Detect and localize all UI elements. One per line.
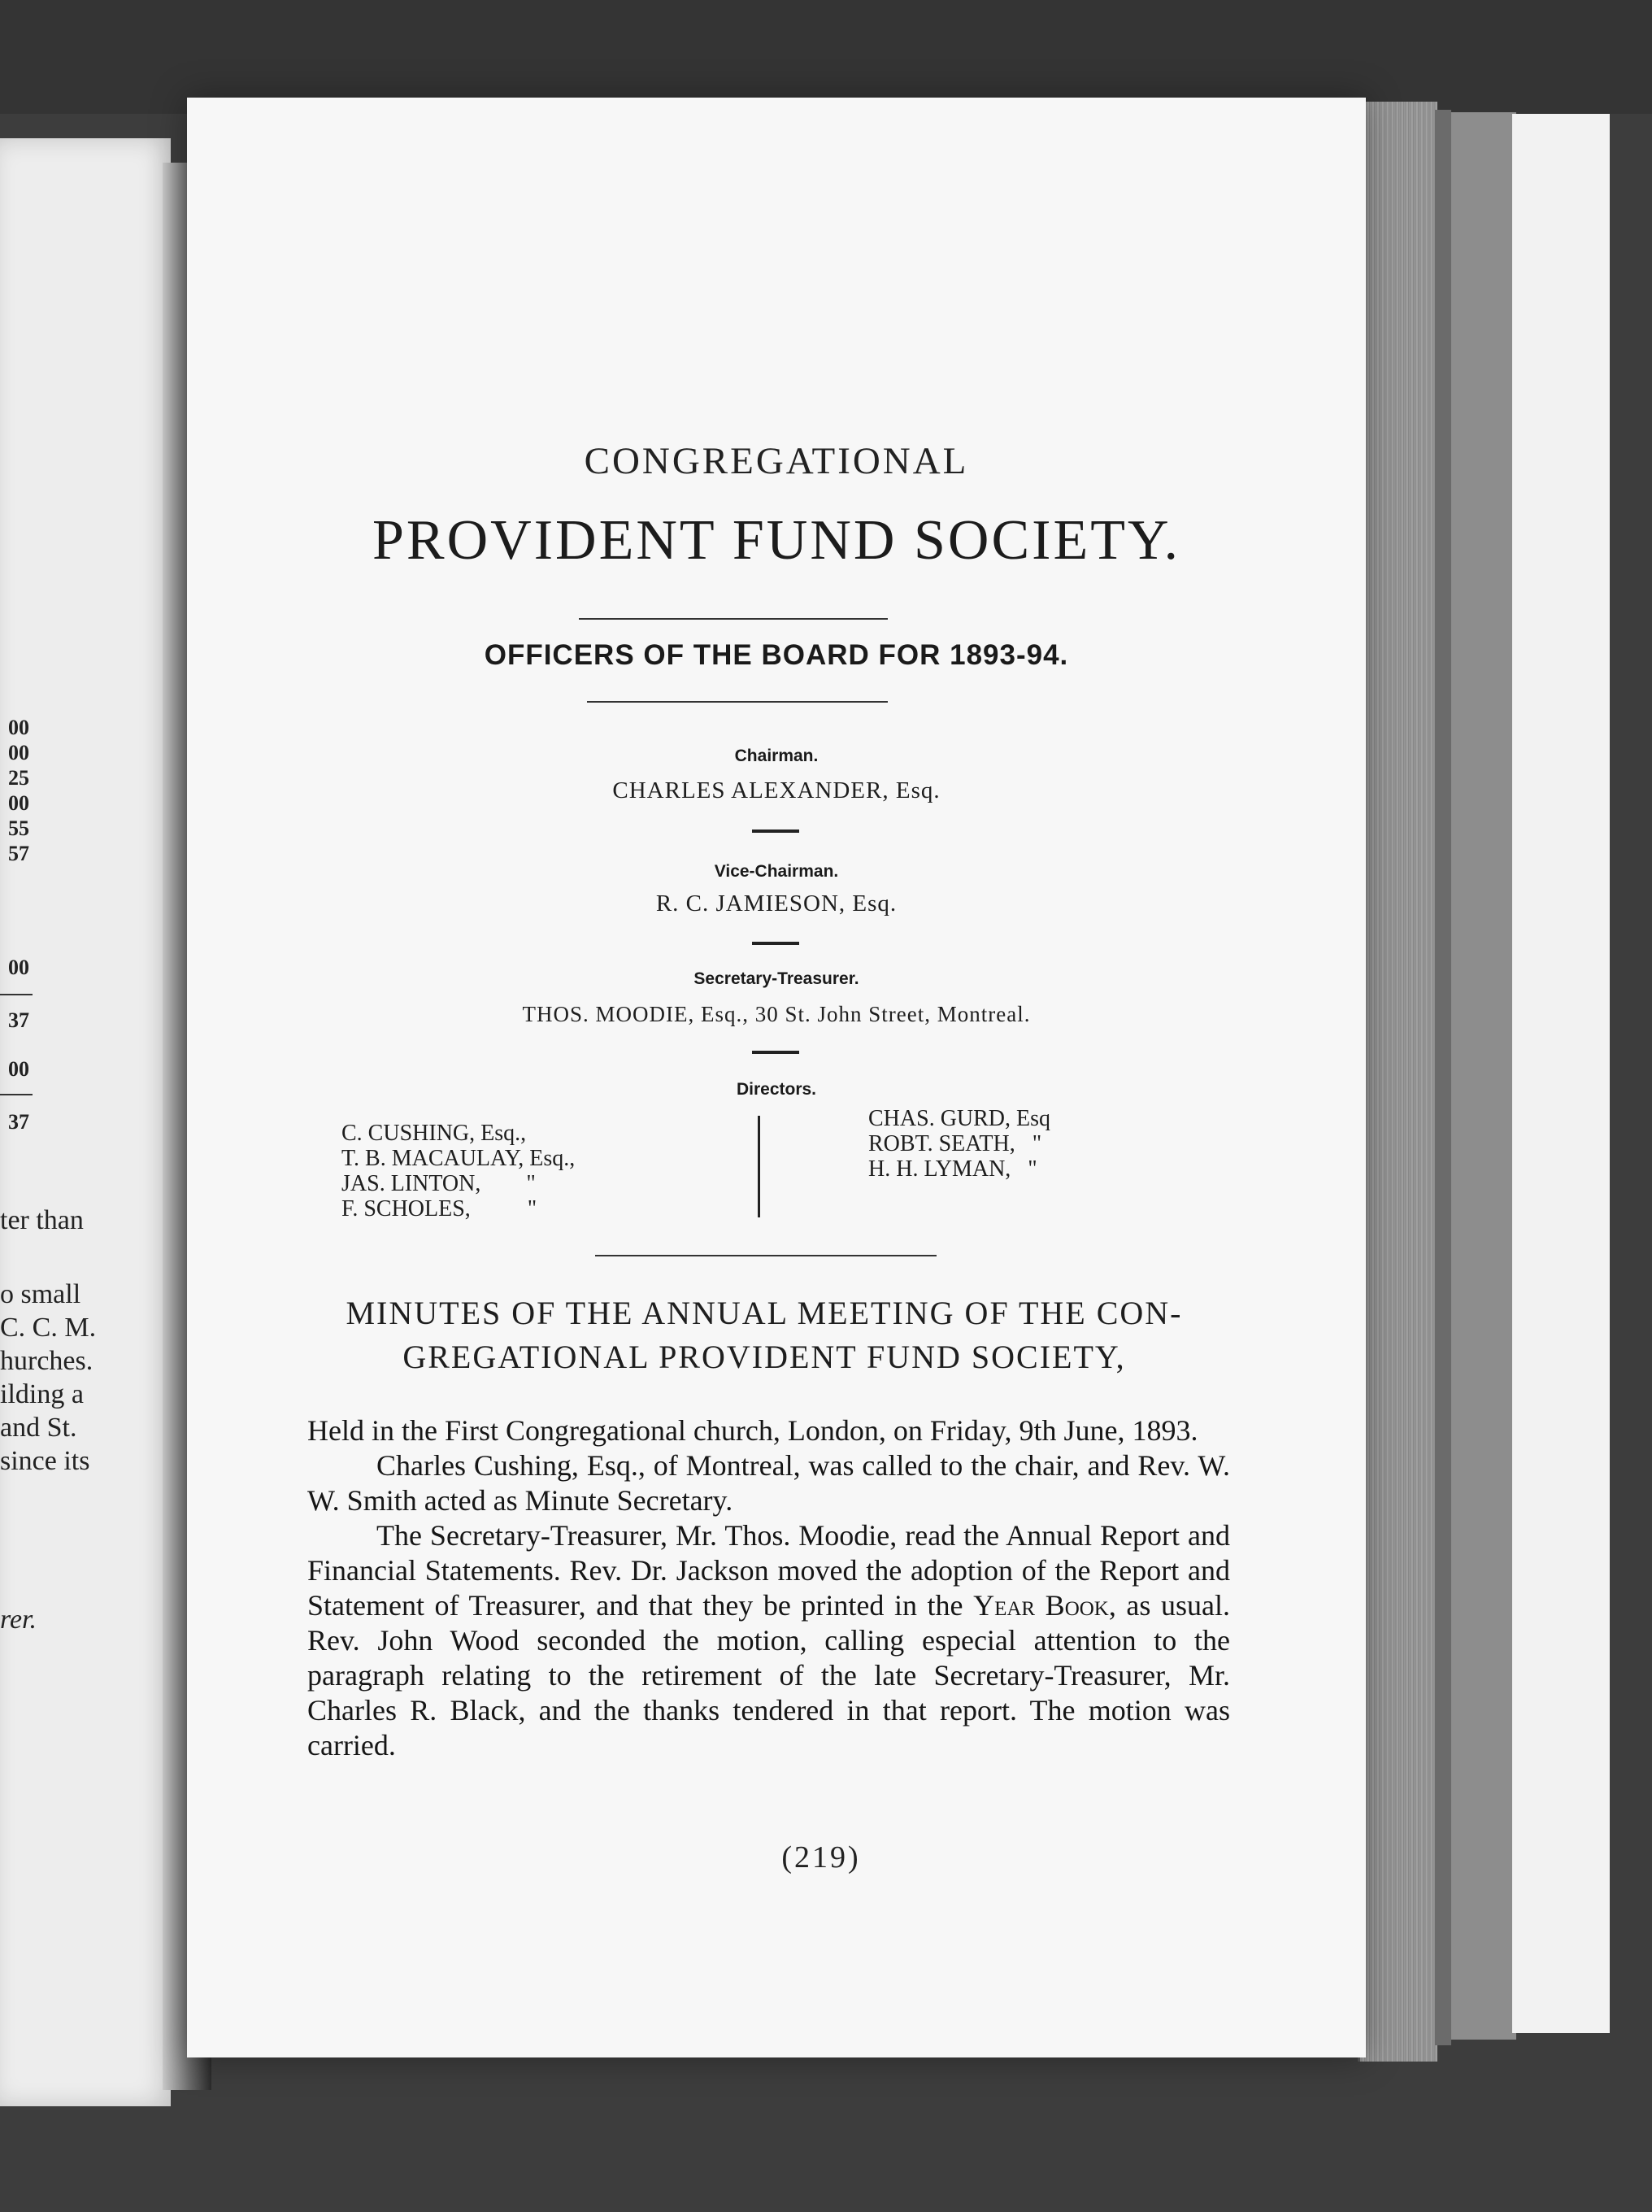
- directors-left-column: [341, 1121, 575, 1221]
- director-name: F. SCHOLES, ": [341, 1196, 537, 1221]
- page-number: (219): [781, 1840, 861, 1875]
- minutes-heading-line1: MINUTES OF THE ANNUAL MEETING OF THE CON-: [346, 1295, 1183, 1331]
- heading-line1: CONGREGATIONAL: [584, 440, 969, 482]
- minutes-paragraph: [307, 1518, 1230, 1763]
- left-number: 57: [8, 842, 29, 865]
- director-name: T. B. MACAULAY, Esq.,: [341, 1146, 576, 1171]
- left-number: 00: [8, 741, 29, 764]
- left-number: 37: [8, 1008, 29, 1032]
- chairman-name: CHARLES ALEXANDER, Esq.: [612, 777, 941, 803]
- vice-chairman-role: Vice-Chairman.: [714, 862, 839, 881]
- left-number: 00: [8, 956, 29, 979]
- director-name: CHAS. GURD, Esq: [868, 1106, 1051, 1131]
- left-number: 37: [8, 1110, 29, 1134]
- directors-column-divider: [758, 1116, 760, 1217]
- secretary-name: THOS. MOODIE, Esq., 30 St. John Street, Montreal.: [522, 1002, 1031, 1026]
- left-text-fragment: o small: [0, 1279, 81, 1309]
- left-number: 55: [8, 816, 29, 840]
- vice-chairman-name: R. C. JAMIESON, Esq.: [655, 890, 898, 917]
- left-rule: [0, 1094, 33, 1095]
- background-top: [0, 0, 1652, 114]
- back-cover-spine: [1435, 110, 1451, 2045]
- divider: [587, 701, 888, 703]
- left-text-fragment: ter than: [0, 1205, 84, 1235]
- director-name: H. H. LYMAN, ": [868, 1156, 1037, 1182]
- year-book-title: Year Book: [973, 1589, 1109, 1622]
- officers-title: OFFICERS OF THE BOARD FOR 1893-94.: [484, 639, 1069, 671]
- page-block-edge: [1358, 102, 1437, 2062]
- left-text-fragment: hurches.: [0, 1346, 93, 1376]
- directors-right-column: [868, 1106, 1050, 1182]
- left-signature-fragment: rer.: [0, 1605, 37, 1635]
- divider: [595, 1255, 937, 1256]
- short-divider: [752, 1051, 799, 1054]
- minutes-paragraph: Charles Cushing, Esq., of Montreal, was called to the chair, and Rev. W. W. Smith acted as Minute Secretary.: [307, 1449, 1230, 1517]
- director-name: ROBT. SEATH, ": [868, 1131, 1042, 1156]
- back-cover-edge: [1451, 112, 1516, 2040]
- divider: [579, 618, 888, 620]
- left-text-fragment: since its: [0, 1446, 90, 1476]
- page-title: PROVIDENT FUND SOCIETY.: [372, 509, 1180, 572]
- left-number: 00: [8, 791, 29, 815]
- director-name: JAS. LINTON, ": [341, 1171, 536, 1196]
- left-number: 25: [8, 766, 29, 790]
- minutes-text: The Secretary-Treasurer, Mr. Thos. Moodie, read the Annual Report and Financial Statements. Rev. Dr. Jackson moved the adoption of the Report and Statement of Treasurer, and that they be printed in the: [307, 1519, 1230, 1622]
- back-cover-board: [1512, 114, 1610, 2033]
- minutes-body: [307, 1413, 1230, 1763]
- left-number: 00: [8, 716, 29, 739]
- left-rule: [0, 994, 33, 995]
- secretary-role: Secretary-Treasurer.: [693, 969, 859, 988]
- short-divider: [752, 942, 799, 945]
- left-text-fragment: ilding a: [0, 1379, 84, 1409]
- directors-role: Directors.: [736, 1080, 817, 1099]
- left-number: 00: [8, 1057, 29, 1081]
- chairman-role: Chairman.: [734, 747, 819, 765]
- director-name: C. CUSHING, Esq.,: [341, 1121, 527, 1146]
- main-page: [187, 98, 1366, 2057]
- left-text-fragment: and St.: [0, 1413, 77, 1443]
- minutes-text: , as usual. Rev. John Wood seconded the motion, calling especial attention to the paragraph relating to the retirement of the late Secretary-Treasurer, Mr. Charles R. Black, and the thanks tendered in that report. The motion was carried.: [307, 1589, 1230, 1761]
- minutes-heading-line2: GREGATIONAL PROVIDENT FUND SOCIETY,: [402, 1339, 1126, 1375]
- short-divider: [752, 830, 799, 833]
- left-text-fragment: C. C. M.: [0, 1313, 97, 1343]
- minutes-paragraph: Held in the First Congregational church, London, on Friday, 9th June, 1893.: [307, 1414, 1198, 1447]
